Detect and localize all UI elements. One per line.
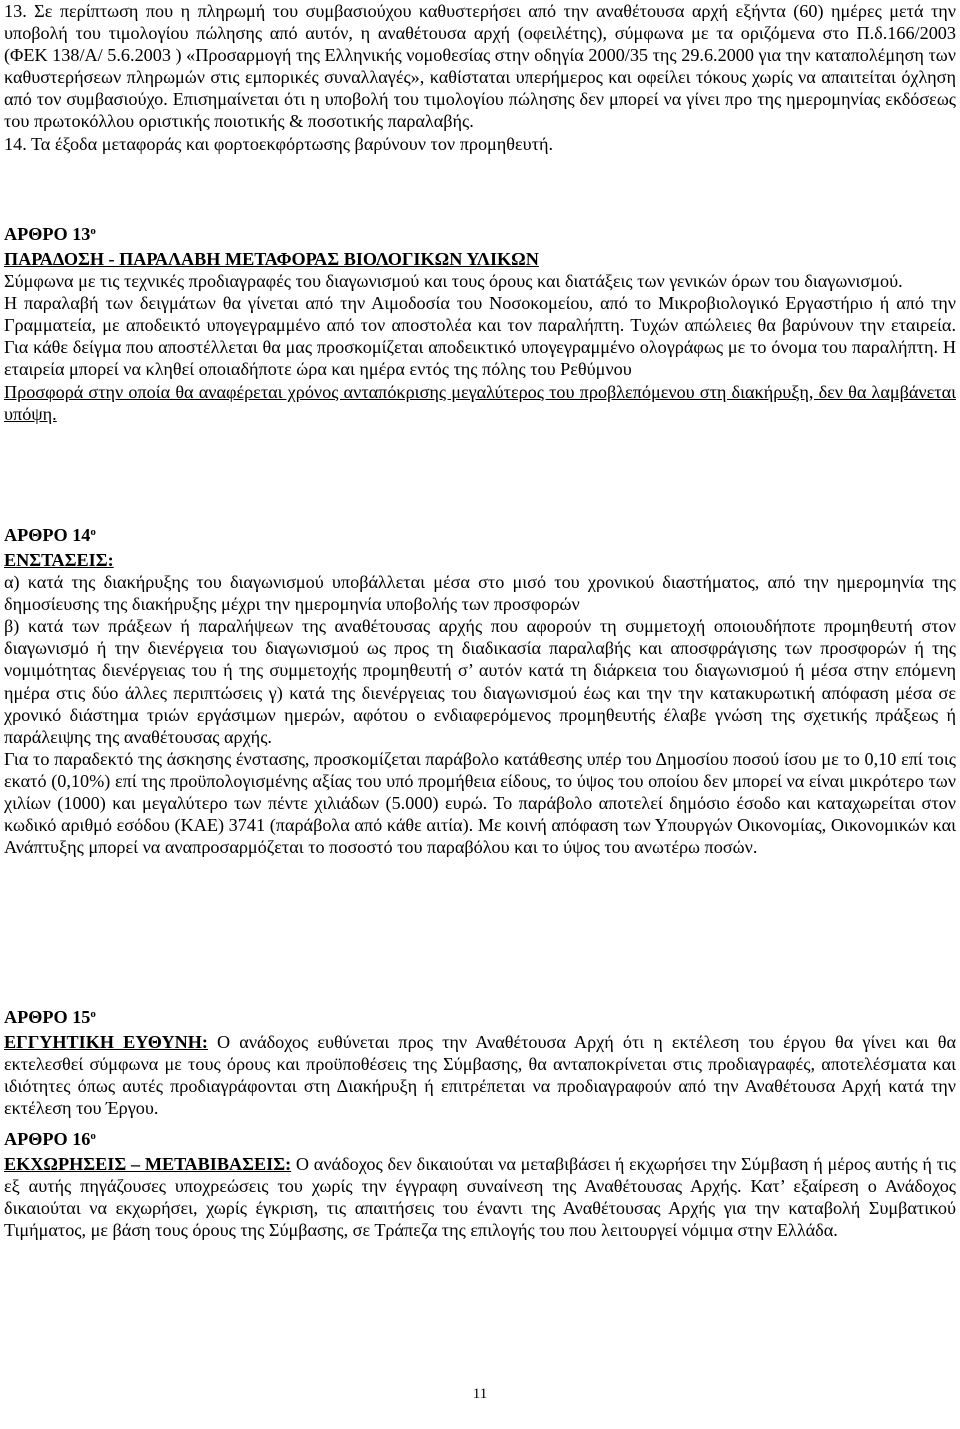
item-13-paragraph: 13. Σε περίπτωση που η πληρωμή του συμβασιούχου καθυστερήσει από την αναθέτουσα αρχή εξήντα (60) ημέρες μετά την υποβολή του τιμολογίου πώλησης από αυτόν, η αναθέτουσα αρχή (οφειλέτης), σύμφωνα με τα οριζόμενα στο Π.δ.166/2003 (ΦΕΚ 138/Α/ 5.6.2003 ) «Προσαρμογή της Ελληνικής νομοθεσίας στην οδηγία 2000/35 της 29.6.2000 για την καταπολέμηση των καθυστερήσεων πληρωμών στις εμπορικές συναλλαγές», καθίσταται υπερήμερος και οφείλει τόκους χωρίς να απαιτείται όχληση από τον συμβασιούχο. Επισημαίνεται ότι η υποβολή του τιμολογίου πώλησης δεν μπορεί να γίνει προ της ημερομηνίας εκδόσεως του πρωτοκόλλου οριστικής ποιοτικής & ποσοτικής παραλαβής. — [4, 1, 956, 132]
top-section — [4, 0, 956, 155]
article-15-text: Ο ανάδοχος ευθύνεται προς την Αναθέτουσα Αρχή ότι η εκτέλεση του έργου θα γίνει και θα εκτελεσθεί σύμφωνα με τους όρους και προϋποθέσεις της Σύμβασης, θα ανταποκρίνεται στις προδιαγραφές, αποτελέσματα και ιδιότητες όπως αυτές προδιαγράφονται στη Διακήρυξη ή επιτρέπεται να προδιαγραφούν από την Αναθέτουσα Αρχή κατά την εκτέλεση του Έργου. — [4, 1032, 956, 1119]
article-15 — [4, 1006, 956, 1119]
article-15-heading: ΕΓΓΥΗΤΙΚΗ ΕΥΘΥΝΗ: — [4, 1032, 208, 1052]
article-14-para-b: β) κατά των πράξεων ή παραλήψεων της αναθέτουσας αρχής που αφορούν τη συμμετοχή οποιουδήποτε προμηθευτή στον διαγωνισμό ή την διενέργεια του διαγωνισμού ως προς τη διαδικασία παραλαβής και αποσφράγισης των προσφορών ή της νομιμότητας διενέργειας του ή της συμμετοχής προμηθευτή σ’ αυτόν κατά τη διάρκεια του διαγωνισμού ή μέσα στην επόμενη ημέρα στις δύο άλλες περιπτώσεις γ) κατά της διενέργειας του διαγωνισμού έως και την την κατακυρωτική απόφαση μέσα σε χρονικό διάστημα τριών εργάσιμων ημερών, αφότου ο ενδιαφερόμενος προμηθευτής έλαβε γνώση της σχετικής πράξεως ή παράλειψης της αναθέτουσας αρχής. — [4, 616, 956, 747]
article-14-para-c: Για το παραδεκτό της άσκησης ένστασης, προσκομίζεται παράβολο κατάθεσης υπέρ του Δημοσίου ποσού ίσου με το 0,10 επί τοις εκατό (0,10%) επί της προϋπολογισμένης αξίας του υπό προμήθεια είδους, το ύψος του οποίου δεν μπορεί να είναι μικρότερο των χιλίων (1000) και μεγαλύτερο των πέντε χιλιάδων (5.000) ευρώ. Το παράβολο αποτελεί δημόσιο έσοδο και καταχωρείται στον κωδικό αριθμό εσόδου (ΚΑΕ) 3741 (παράβολα από κάθε αιτία). Με κοινή απόφαση των Υπουργών Οικονομίας, Οικονομικών και Ανάπτυξης μπορεί να αναπροσαρμόζεται το ποσοστό του παραβόλου και το ύψος του ανωτέρω ποσών. — [4, 748, 956, 858]
article-15-title — [4, 1006, 956, 1028]
article-14-heading: ΕΝΣΤΑΣΕΙΣ: — [4, 550, 114, 570]
article-13-para-1: Σύμφωνα με τις τεχνικές προδιαγραφές του διαγωνισμού και τους όρους και διατάξεις των γενικών όρων του διαγωνισμού. — [4, 271, 903, 292]
article-15-body — [4, 1031, 956, 1119]
article-14-title-text: ΑΡΘΡΟ 14 — [4, 525, 91, 545]
page-number: 11 — [472, 1386, 488, 1402]
article-16 — [4, 1128, 956, 1241]
article-13-heading: ΠΑΡΑΔΟΣΗ - ΠΑΡΑΛΑΒΗ ΜΕΤΑΦΟΡΑΣ ΒΙΟΛΟΓΙΚΩΝ ΥΛΙΚΩΝ — [4, 249, 539, 269]
article-14-title — [4, 524, 956, 546]
article-15-superscript: ο — [90, 1008, 96, 1020]
article-13 — [4, 223, 956, 425]
item-14-paragraph: 14. Τα έξοδα μεταφοράς και φορτοεκφόρτωσης βαρύνουν τον προμηθευτή. — [4, 133, 554, 154]
article-13-para-2: Η παραλαβή των δειγμάτων θα γίνεται από την Αιμοδοσία του Νοσοκομείου, από το Μικροβιολογικό Εργαστήριο ή από την Γραμματεία, με αποδεικτό υπογεγραμμένο από τον αποστολέα και τον παραλήπτη. Τυχών απώλειες θα βαρύνουν την εταιρεία. Για κάθε δείγμα που αποστέλλεται θα μας προσκομίζεται αποδεικτικό υπογεγραμμένο ολογράφως με το όνομα του παραλήπτη. Η εταιρεία μπορεί να κληθεί οποιαδήποτε ώρα και ημέρα εντός της πόλης του Ρεθύμνου — [4, 293, 956, 380]
article-16-body — [4, 1153, 956, 1241]
article-14 — [4, 524, 956, 858]
article-14-superscript: ο — [90, 526, 96, 538]
article-16-superscript: ο — [90, 1130, 96, 1142]
article-16-text: Ο ανάδοχος δεν δικαιούται να μεταβιβάσει ή εκχωρήσει την Σύμβαση ή μέρος αυτής ή τις εξ αυτής πηγάζουσες υποχρεώσεις του χωρίς την έγγραφη συναίνεση της Αναθέτουσας Αρχής. Κατ’ εξαίρεση ο Ανάδοχος δικαιούται να εκχωρήσει, χωρίς έγκριση, τις απαιτήσεις του έναντι της Αναθέτουσας Αρχής για την καταβολή Συμβατικού Τιμήματος, με βάση τους όρους της Σύμβασης, σε Τράπεζα της επιλογής του που λειτουργεί νόμιμα στην Ελλάδα. — [4, 1154, 957, 1241]
article-16-title-text: ΑΡΘΡΟ 16 — [4, 1129, 91, 1149]
article-14-heading-line — [4, 549, 956, 571]
article-16-title — [4, 1128, 956, 1150]
article-13-superscript: ο — [90, 225, 96, 237]
article-15-title-text: ΑΡΘΡΟ 15 — [4, 1007, 91, 1027]
article-14-para-a: α) κατά της διακήρυξης του διαγωνισμού υποβάλλεται μέσα στο μισό του χρονικού διαστήματος, από την ημερομηνία της δημοσίευσης της διακήρυξης μέχρι την ημερομηνία υποβολής των προσφορών — [4, 572, 956, 615]
article-13-title-text: ΑΡΘΡΟ 13 — [4, 224, 91, 244]
article-13-para-3: Προσφορά στην οποία θα αναφέρεται χρόνος ανταπόκρισης μεγαλύτερος του προβλεπόμενου στη διακήρυξη, δεν θα λαμβάνεται υπόψη. — [4, 381, 956, 424]
article-13-heading-line — [4, 248, 956, 270]
article-13-title — [4, 223, 956, 245]
article-16-heading: ΕΚΧΩΡΗΣΕΙΣ – ΜΕΤΑΒΙΒΑΣΕΙΣ: — [4, 1154, 292, 1174]
